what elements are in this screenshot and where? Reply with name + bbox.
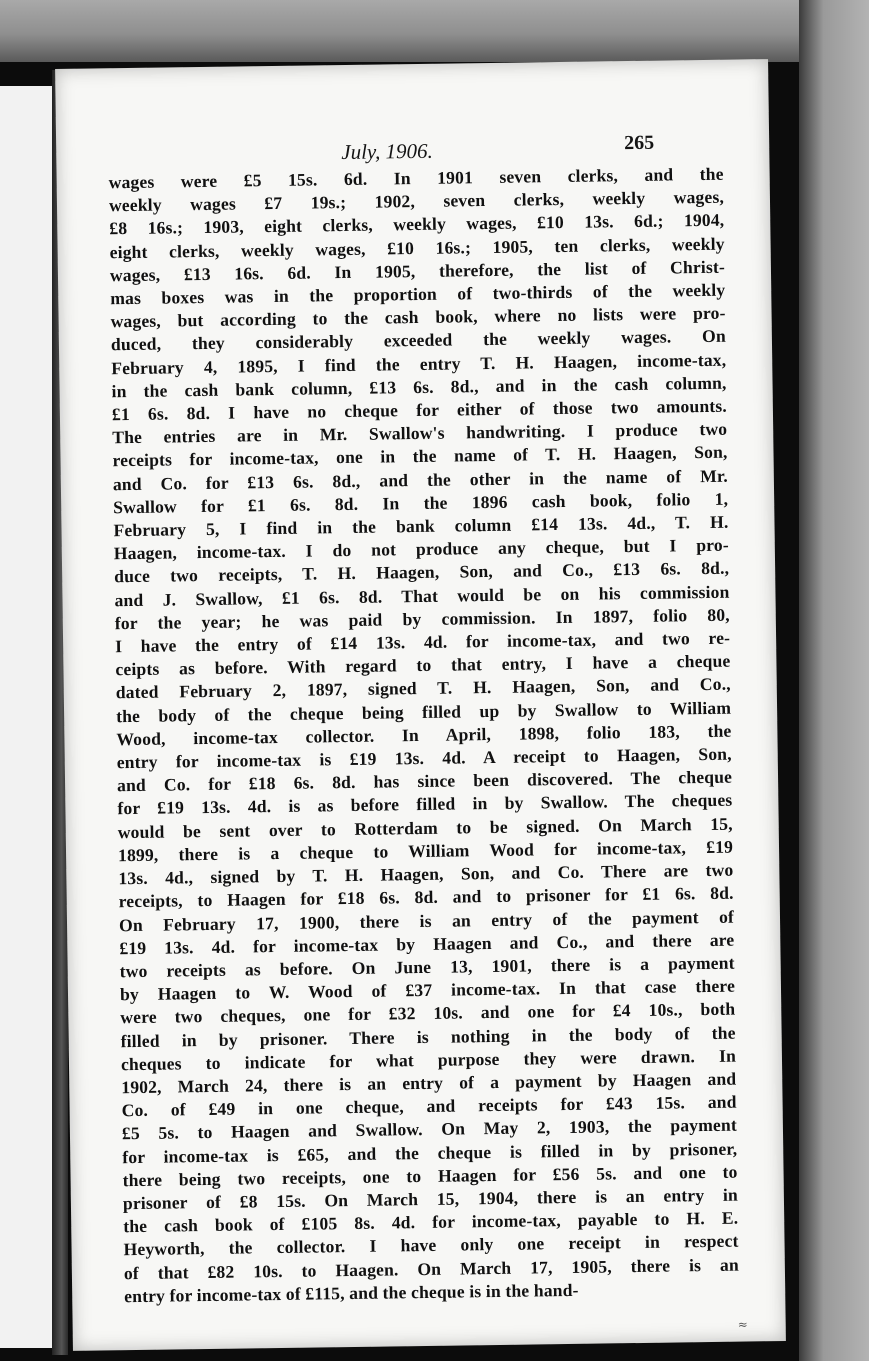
text-line: Haagen, income-tax. I do not produce any cheque, but I pro- [113, 534, 729, 564]
text-line: wages were £5 15s. 6d. In 1901 seven clerks, and the [108, 163, 724, 193]
text-line: and J. Swallow, £1 6s. 8d. That would be on his commission [114, 581, 730, 610]
scan-background-top [0, 0, 869, 62]
text-line: weekly wages £7 19s.; 1902, seven clerks, weekly wages, [108, 186, 725, 216]
text-line: entry for income-tax is £19 13s. 4d. A receipt to Haagen, Son, [116, 743, 732, 773]
text-line: filled in by prisoner. There is nothing in the body of the [120, 1022, 736, 1051]
text-line: Wood, income-tax collector. In April, 1898, folio 183, the [116, 720, 732, 750]
text-line: for income-tax is £65, and the cheque is filled in by prisoner, [122, 1138, 738, 1167]
text-line: receipts for income-tax, one in the name of T. H. Haagen, Son, [112, 442, 728, 471]
ink-smudge-mark: ≈ [737, 1317, 748, 1332]
text-line: the cash book of £105 8s. 4d. for income-tax, payable to H. E. [123, 1207, 739, 1237]
text-line: in the cash bank column, £13 6s. 8d., and in the cash column, [111, 372, 727, 402]
text-line: dated February 2, 1897, signed T. H. Haagen, Son, and Co., [115, 674, 731, 703]
text-line: and Co. for £13 6s. 8d., and the other in the name of Mr. [112, 465, 728, 494]
text-line: and Co. for £18 6s. 8d. has since been discovered. The cheque [116, 766, 733, 796]
text-line: two receipts as before. On June 13, 1901, there is a payment [119, 952, 735, 982]
text-line: by Haagen to W. Wood of £37 income-tax. In that case there [119, 975, 736, 1005]
text-line: Swallow for £1 6s. 8d. In the 1896 cash book, folio 1, [113, 488, 729, 518]
text-line: would be sent over to Rotterdam to be signed. On March 15, [117, 813, 733, 842]
text-line: the body of the cheque being filled up by Swallow to William [115, 697, 732, 726]
text-line: wages, £13 16s. 6d. In 1905, therefore, the list of Christ- [109, 256, 726, 286]
text-line: Co. of £49 in one cheque, and receipts for £43 15s. and [121, 1091, 737, 1121]
scan-background-right [799, 0, 869, 1361]
text-line: receipts, to Haagen for £18 6s. 8d. and to prisoner for £1 6s. 8d. [118, 882, 734, 912]
page-number: 265 [624, 131, 655, 155]
text-line: On February 17, 1900, there is an entry of the payment of [118, 906, 735, 935]
text-line: for £19 13s. 4d. is as before filled in by Swallow. The cheques [117, 790, 733, 819]
book-page [55, 59, 786, 1351]
text-line: February 4, 1895, I find the entry T. H. Haagen, income-tax, [111, 349, 727, 378]
text-line: 1902, March 24, there is an entry of a payment by Haagen and [121, 1068, 737, 1098]
text-line: £8 16s.; 1903, eight clerks, weekly wages, £10 13s. 6d.; 1904, [109, 210, 725, 239]
text-line: eight clerks, weekly wages, £10 16s.; 1905, ten clerks, weekly [109, 233, 725, 262]
text-line: wages, but according to the cash book, where no lists were pro- [110, 302, 726, 332]
text-line: for the year; he was paid by commission. In 1897, folio 80, [114, 604, 730, 634]
text-line: 1899, there is a cheque to William Wood for income-tax, £19 [117, 836, 734, 866]
text-line: duced, they considerably exceeded the weekly wages. On [110, 326, 727, 355]
body-text [109, 163, 740, 1308]
text-line: £1 6s. 8d. I have no cheque for either of those two amounts. [111, 395, 727, 425]
text-line: were two cheques, one for £32 10s. and one for £4 10s., both [120, 998, 736, 1028]
text-line: The entries are in Mr. Swallow's handwriting. I produce two [112, 418, 728, 448]
text-line: entry for income-tax of £115, and the cheque is in the hand- [124, 1279, 579, 1306]
text-line: mas boxes was in the proportion of two-thirds of the weekly [110, 279, 726, 309]
running-title: July, 1906. [341, 138, 434, 165]
text-line: cheques to indicate for what purpose they were drawn. In [120, 1045, 737, 1074]
text-line: I have the entry of £14 13s. 4d. for income-tax, and two re- [115, 627, 731, 657]
text-line: of that £82 10s. to Haagen. On March 17, 1905, there is an [123, 1254, 739, 1283]
text-line: £19 13s. 4d. for income-tax by Haagen and Co., and there are [119, 929, 735, 958]
text-line: February 5, I find in the bank column £14 13s. 4d., T. H. [113, 511, 729, 541]
text-line: there being two receipts, one to Haagen for £56 5s. and one to [122, 1161, 738, 1190]
text-line: duce two receipts, T. H. Haagen, Son, and Co., £13 6s. 8d., [114, 558, 730, 587]
text-line: 13s. 4d., signed by T. H. Haagen, Son, and Co. There are two [118, 859, 734, 889]
text-line: ceipts as before. With regard to that entry, I have a cheque [115, 650, 731, 680]
text-line: Heyworth, the collector. I have only one receipt in respect [123, 1230, 739, 1260]
text-line: prisoner of £8 15s. On March 15, 1904, there is an entry in [122, 1184, 739, 1214]
text-line: £5 5s. to Haagen and Swallow. On May 2, 1903, the payment [121, 1114, 738, 1144]
facing-page-edge [0, 86, 55, 1348]
